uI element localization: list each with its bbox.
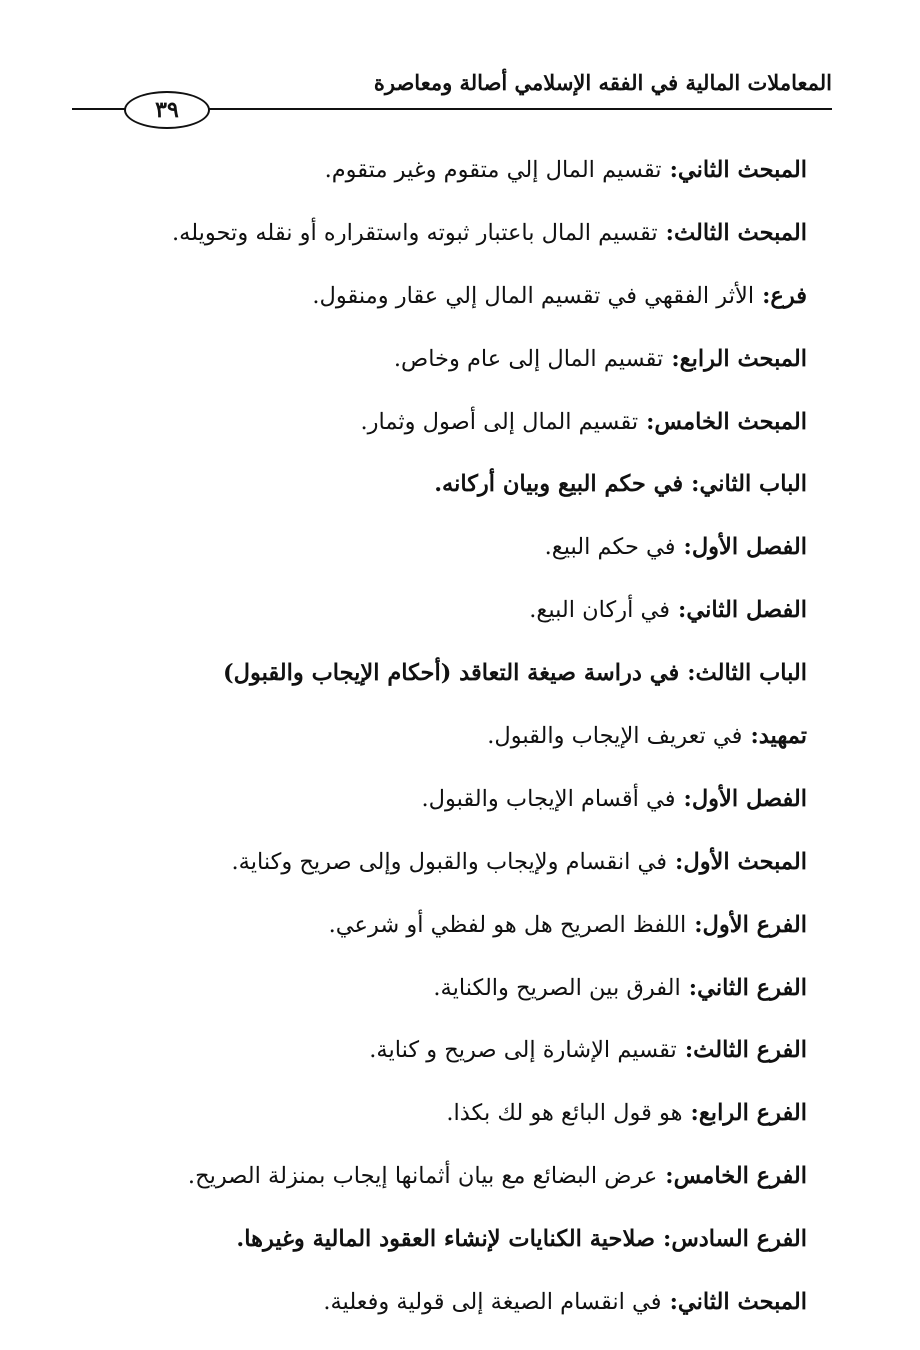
toc-line [107, 903, 807, 966]
toc-line-colon: : [691, 471, 700, 498]
toc-line [107, 651, 807, 714]
toc-line-label: تمهيد [758, 723, 807, 750]
toc-line-text: هو قول البائع هو لك بكذا. [446, 1100, 683, 1127]
toc-line-colon: : [687, 660, 696, 687]
toc-line-text: الأثر الفقهي في تقسيم المال إلي عقار ومنقول. [312, 282, 755, 309]
toc-line-label: المبحث الأول [683, 848, 807, 875]
toc-line-label: المبحث الرابع [679, 345, 807, 372]
toc-line-colon: : [663, 1226, 672, 1253]
toc-line-colon: : [750, 723, 759, 750]
toc-line-text: الفرق بين الصريح والكناية. [433, 974, 681, 1001]
toc-line-label: الفرع الخامس [673, 1163, 807, 1190]
toc-line [107, 1280, 807, 1343]
toc-line [107, 1091, 807, 1154]
toc-line [107, 274, 807, 337]
toc-line-label: المبحث الثاني [677, 157, 807, 183]
page-header [72, 62, 832, 122]
toc-line-label: المبحث الخامس [654, 408, 807, 435]
toc-line-colon: : [671, 345, 680, 372]
toc-line-text: في دراسة صيغة التعاقد (أحكام الإيجاب والقبول) [222, 660, 680, 687]
toc-line-label: المبحث الثالث [673, 219, 807, 246]
toc-line-text: تقسيم المال إلى أصول وثمار. [360, 408, 639, 435]
toc-line-label: الفرع الثاني [697, 974, 807, 1001]
toc-line [107, 211, 807, 274]
toc-line-colon: : [684, 1037, 694, 1064]
toc-line-label: الباب الثالث [695, 660, 807, 687]
toc-line-colon: : [669, 157, 678, 183]
toc-line-colon: : [665, 1163, 674, 1190]
toc-line-colon: : [669, 1289, 678, 1316]
toc-line [107, 714, 807, 777]
toc-line [107, 400, 807, 463]
toc-line-text: في تعريف الإيجاب والقبول. [487, 723, 743, 750]
toc-line-text: في انقسام ولإيجاب والقبول وإلى صريح وكناية. [231, 848, 668, 875]
toc-line-label: الفرع الثالث [693, 1037, 807, 1064]
toc-line-text: صلاحية الكنايات لإنشاء العقود المالية وغيرها. [236, 1226, 655, 1253]
toc-line-colon: : [665, 219, 674, 246]
toc-line-text: في انقسام الصيغة إلى قولية وفعلية. [323, 1289, 662, 1316]
toc-line [107, 1028, 807, 1091]
toc-line-text: في حكم البيع. [544, 534, 676, 561]
page-number: ٣٩ [124, 91, 210, 129]
toc-line-colon: : [683, 785, 692, 812]
toc-line-colon: : [678, 597, 687, 624]
toc-line-label: فرع [770, 282, 807, 309]
toc-line [107, 966, 807, 1029]
toc-line-text: في حكم البيع وبيان أركانه. [434, 471, 684, 498]
toc-line [107, 1217, 807, 1280]
toc-line-label: الفصل الأول [691, 785, 807, 812]
toc-line-colon: : [675, 848, 684, 875]
toc-line-label: الفرع الرابع [698, 1100, 807, 1127]
toc-line-text: تقسيم المال إلي متقوم وغير متقوم. [324, 157, 662, 183]
toc-line-colon: : [683, 534, 692, 561]
toc-line [107, 337, 807, 400]
toc-line-colon: : [694, 911, 703, 938]
toc-line-label: الفرع الأول [702, 911, 807, 938]
toc-line [107, 1154, 807, 1217]
toc-line [107, 462, 807, 525]
toc-line [107, 588, 807, 651]
toc-line-text: تقسيم المال باعتبار ثبوته واستقراره أو نقله وتحويله. [171, 219, 658, 246]
toc-line-label: المبحث الثاني [677, 1289, 807, 1316]
toc-line-label: الفصل الأول [691, 534, 807, 561]
toc-line-label: الفرع السادس [671, 1226, 807, 1253]
running-title: المعاملات المالية في الفقه الإسلامي أصالة ومعاصرة [373, 70, 832, 95]
toc-line-text: عرض البضائع مع بيان أثمانها إيجاب بمنزلة الصريح. [187, 1163, 658, 1190]
toc-line [107, 148, 807, 211]
toc-line [107, 840, 807, 903]
toc-line-colon: : [688, 974, 698, 1001]
toc-line-text: تقسيم الإشارة إلى صريح و كناية. [369, 1037, 677, 1064]
toc-line-colon: : [690, 1100, 699, 1127]
toc-line [107, 777, 807, 840]
toc-line-text: تقسيم المال إلى عام وخاص. [393, 345, 664, 372]
contents-list [107, 148, 807, 1343]
toc-line [107, 525, 807, 588]
toc-line-label: الفصل الثاني [686, 597, 807, 624]
toc-line-text: في أقسام الإيجاب والقبول. [421, 785, 676, 812]
toc-line-text: اللفظ الصريح هل هو لفظي أو شرعي. [328, 911, 687, 938]
toc-line-label: الباب الثاني [699, 471, 807, 498]
toc-line-text: في أركان البيع. [529, 597, 671, 624]
toc-line-colon: : [646, 408, 655, 435]
toc-line-colon: : [762, 282, 771, 309]
